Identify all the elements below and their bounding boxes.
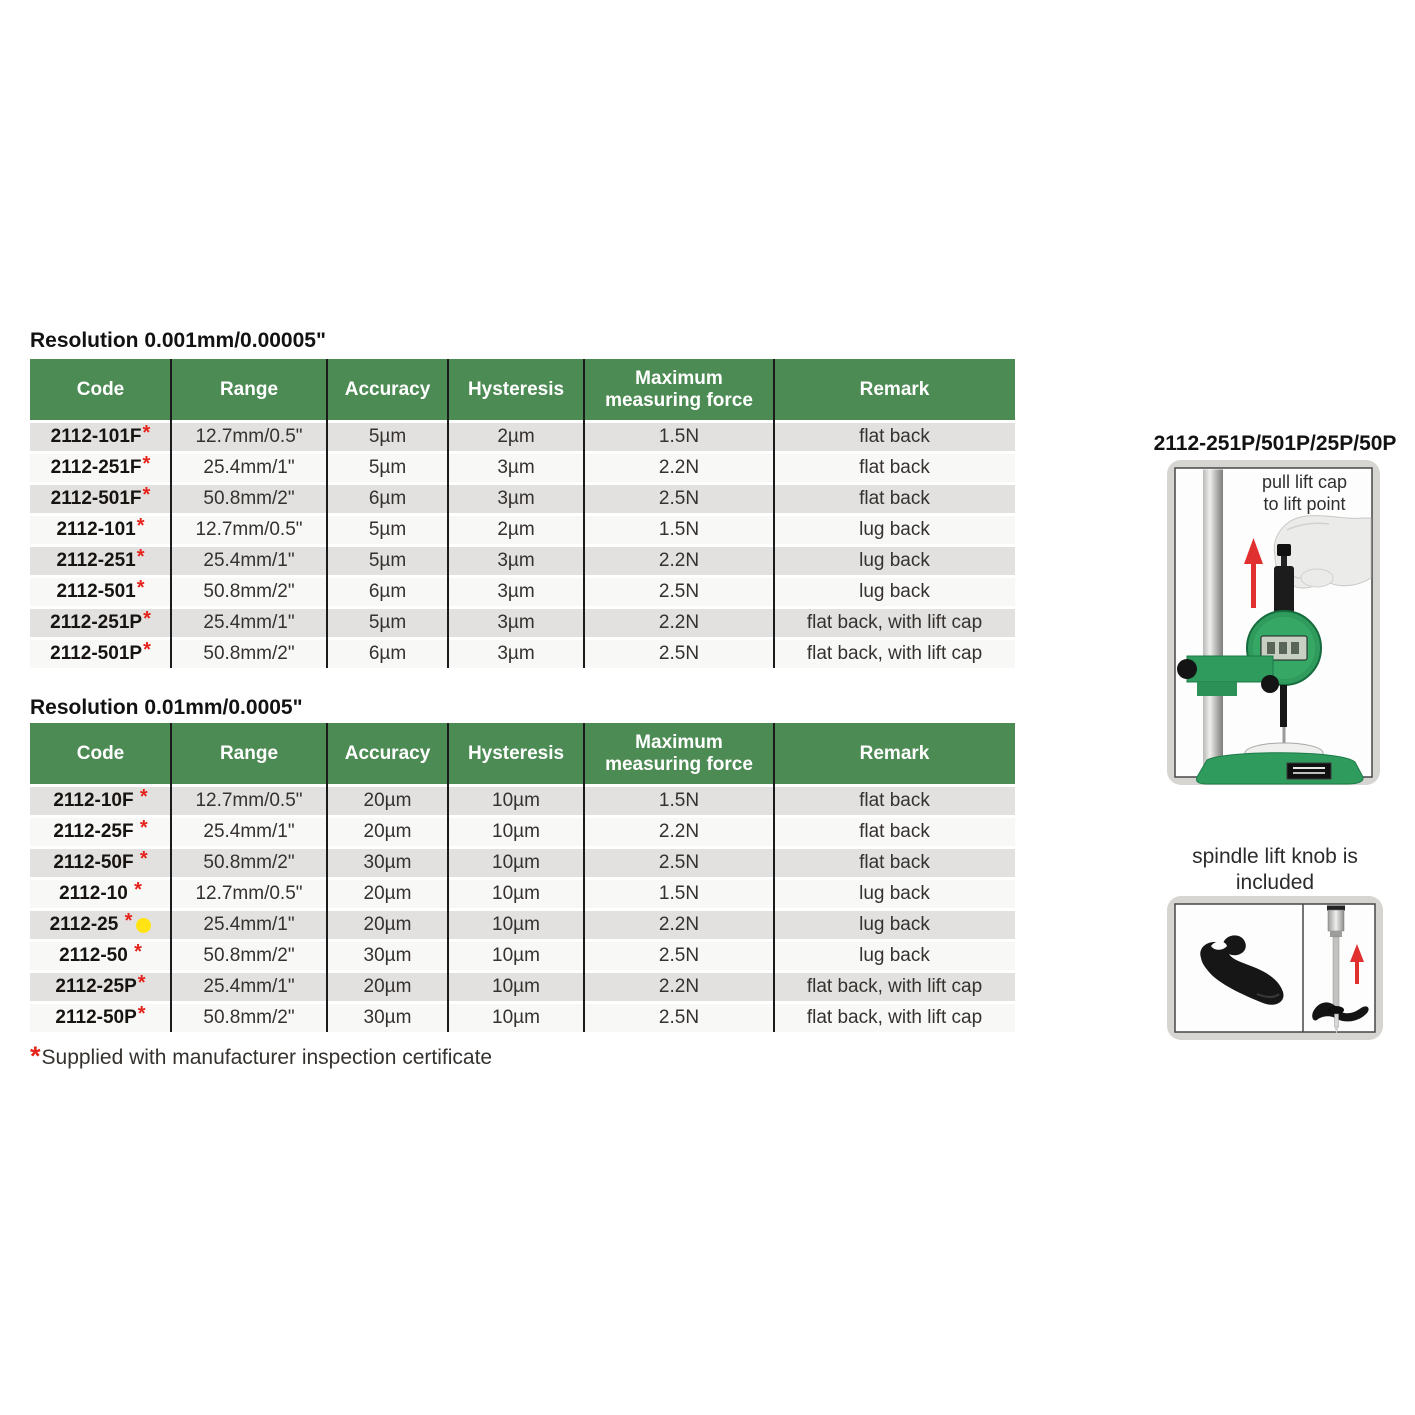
range-cell: 25.4mm/1": [203, 821, 295, 843]
header-cell: Maximum measuring force: [605, 731, 753, 775]
column-divider: [773, 359, 775, 668]
remark-cell: flat back, with lift cap: [806, 643, 983, 665]
product-code: 2112-25F: [53, 821, 139, 843]
force-cell: 1.5N: [658, 519, 700, 541]
column-divider: [447, 359, 449, 668]
column-divider: [326, 359, 328, 668]
table-row: [30, 911, 1015, 939]
product-code: 2112-501F: [50, 488, 142, 510]
force-cell: 2.5N: [658, 643, 700, 665]
accuracy-cell: 5µm: [368, 612, 407, 634]
force-cell: 2.2N: [658, 550, 700, 572]
asterisk-icon: *: [136, 516, 145, 537]
remark-cell: lug back: [859, 945, 930, 967]
asterisk-icon: *: [139, 849, 148, 870]
asterisk-icon: *: [136, 578, 145, 599]
column-divider: [773, 723, 775, 1032]
code-cell: [30, 640, 171, 668]
table-row: [30, 516, 1015, 544]
hysteresis-cell: 3µm: [497, 550, 535, 572]
accuracy-cell: 30µm: [363, 1007, 412, 1029]
force-cell: 1.5N: [658, 883, 700, 905]
table2-title: Resolution 0.01mm/0.0005": [30, 696, 303, 719]
table-row: [30, 454, 1015, 482]
asterisk-icon: *: [142, 485, 151, 506]
force-cell: 1.5N: [658, 426, 700, 448]
range-cell: 50.8mm/2": [203, 1007, 295, 1029]
table-row: [30, 973, 1015, 1001]
table-row: [30, 942, 1015, 970]
accuracy-cell: 20µm: [363, 790, 412, 812]
product-code: 2112-50P: [55, 1007, 137, 1029]
lift-cap-photo-frame: [1167, 460, 1380, 785]
force-cell: 2.5N: [658, 488, 700, 510]
hysteresis-cell: 3µm: [497, 643, 535, 665]
range-cell: 25.4mm/1": [203, 914, 295, 936]
remark-cell: lug back: [859, 550, 930, 572]
code-cell: [30, 818, 171, 846]
header-cell: Remark: [859, 742, 930, 764]
hysteresis-cell: 10µm: [492, 976, 540, 998]
table-header-row: [30, 723, 1015, 784]
table-row: [30, 547, 1015, 575]
product-code: 2112-25: [49, 914, 124, 936]
hysteresis-cell: 3µm: [497, 612, 535, 634]
asterisk-icon: *: [30, 1041, 41, 1071]
asterisk-icon: *: [139, 818, 148, 839]
force-cell: 1.5N: [658, 790, 700, 812]
table-row: [30, 640, 1015, 668]
yellow-dot-icon: [136, 918, 151, 933]
hysteresis-cell: 10µm: [492, 883, 540, 905]
stand-base: [1196, 753, 1363, 784]
range-cell: 50.8mm/2": [203, 643, 295, 665]
remark-cell: flat back: [859, 852, 930, 874]
force-cell: 2.2N: [658, 976, 700, 998]
accuracy-cell: 6µm: [368, 643, 407, 665]
accuracy-cell: 6µm: [368, 581, 407, 603]
pull-lift-cap-caption: pull lift cap to lift point: [1261, 472, 1348, 514]
table-row: [30, 578, 1015, 606]
code-cell: [30, 516, 171, 544]
product-code: 2112-50: [59, 945, 134, 967]
hysteresis-cell: 10µm: [492, 945, 540, 967]
column-divider: [326, 723, 328, 1032]
spec-table-resolution-01: [30, 723, 1015, 1032]
range-cell: 25.4mm/1": [203, 550, 295, 572]
spec-table-resolution-001: [30, 359, 1015, 668]
hysteresis-cell: 10µm: [492, 852, 540, 874]
hysteresis-cell: 3µm: [497, 488, 535, 510]
accuracy-cell: 6µm: [368, 488, 407, 510]
table-row: [30, 818, 1015, 846]
code-cell: [30, 787, 171, 815]
stand-column: [1203, 470, 1223, 766]
force-cell: 2.5N: [658, 1007, 700, 1029]
product-code: 2112-101: [56, 519, 136, 541]
header-cell: Maximum measuring force: [605, 367, 753, 411]
header-cell: Code: [76, 378, 125, 400]
product-code: 2112-501P: [50, 643, 143, 665]
asterisk-icon: *: [134, 942, 142, 963]
hysteresis-cell: 10µm: [492, 821, 540, 843]
table-row: [30, 787, 1015, 815]
asterisk-icon: *: [143, 640, 151, 661]
header-cell: Code: [76, 742, 125, 764]
force-cell: 2.5N: [658, 852, 700, 874]
up-arrow-icon: [1251, 560, 1256, 608]
remark-cell: flat back, with lift cap: [806, 1007, 983, 1029]
footnote: [30, 1041, 493, 1073]
code-cell: [30, 911, 171, 939]
asterisk-icon: *: [142, 423, 151, 444]
range-cell: 50.8mm/2": [203, 945, 295, 967]
header-cell: Remark: [859, 378, 930, 400]
table-row: [30, 849, 1015, 877]
product-code: 2112-501: [56, 581, 136, 603]
range-cell: 50.8mm/2": [203, 581, 295, 603]
table-row: [30, 423, 1015, 451]
code-cell: [30, 942, 171, 970]
range-cell: 12.7mm/0.5": [195, 426, 303, 448]
code-cell: [30, 578, 171, 606]
code-cell: [30, 547, 171, 575]
asterisk-icon: *: [139, 787, 148, 808]
hysteresis-cell: 10µm: [492, 790, 540, 812]
code-cell: [30, 849, 171, 877]
table-row: [30, 609, 1015, 637]
hysteresis-cell: 2µm: [497, 426, 535, 448]
range-cell: 12.7mm/0.5": [195, 790, 303, 812]
force-cell: 2.2N: [658, 457, 700, 479]
code-cell: [30, 485, 171, 513]
column-divider: [583, 723, 585, 1032]
accuracy-cell: 30µm: [363, 852, 412, 874]
accuracy-cell: 20µm: [363, 976, 412, 998]
remark-cell: flat back: [859, 821, 930, 843]
remark-cell: flat back, with lift cap: [806, 976, 983, 998]
table-row: [30, 1004, 1015, 1032]
asterisk-icon: *: [136, 547, 145, 568]
column-divider: [170, 723, 172, 1032]
remark-cell: flat back: [859, 426, 930, 448]
force-cell: 2.5N: [658, 945, 700, 967]
range-cell: 50.8mm/2": [203, 852, 295, 874]
product-code: 2112-25P: [55, 976, 137, 998]
asterisk-icon: *: [137, 1004, 146, 1025]
code-cell: [30, 454, 171, 482]
accuracy-cell: 5µm: [368, 457, 407, 479]
accuracy-cell: 20µm: [363, 883, 412, 905]
table-header-row: [30, 359, 1015, 420]
product-code: 2112-101F: [50, 426, 142, 448]
asterisk-icon: *: [134, 880, 142, 901]
accuracy-cell: 20µm: [363, 821, 412, 843]
code-cell: [30, 609, 171, 637]
code-cell: [30, 423, 171, 451]
spindle-knob-photo-frame: [1167, 896, 1383, 1040]
accuracy-cell: 30µm: [363, 945, 412, 967]
header-cell: Range: [219, 742, 279, 764]
remark-cell: lug back: [859, 581, 930, 603]
force-cell: 2.2N: [658, 612, 700, 634]
product-code: 2112-50F: [53, 852, 139, 874]
header-cell: Accuracy: [344, 378, 431, 400]
header-cell: Range: [219, 378, 279, 400]
header-cell: Hysteresis: [467, 378, 565, 400]
spindle-lift-knob-caption: spindle lift knob is included: [1192, 845, 1358, 895]
header-cell: Accuracy: [344, 742, 431, 764]
hysteresis-cell: 10µm: [492, 1007, 540, 1029]
product-code: 2112-251: [56, 550, 136, 572]
range-cell: 25.4mm/1": [203, 976, 295, 998]
footnote-text: Supplied with manufacturer inspection certificate: [41, 1046, 493, 1069]
remark-cell: flat back: [859, 790, 930, 812]
accuracy-cell: 5µm: [368, 519, 407, 541]
code-cell: [30, 1004, 171, 1032]
product-code: 2112-10: [59, 883, 134, 905]
accuracy-cell: 5µm: [368, 550, 407, 572]
column-divider: [447, 723, 449, 1032]
table-row: [30, 485, 1015, 513]
force-cell: 2.2N: [658, 821, 700, 843]
column-divider: [583, 359, 585, 668]
range-cell: 12.7mm/0.5": [195, 519, 303, 541]
asterisk-icon: *: [124, 911, 133, 932]
photo-inner: [1175, 904, 1375, 1032]
asterisk-icon: *: [137, 973, 146, 994]
table-row: [30, 880, 1015, 908]
code-cell: [30, 973, 171, 1001]
hysteresis-cell: 10µm: [492, 914, 540, 936]
header-cell: Hysteresis: [467, 742, 565, 764]
remark-cell: flat back: [859, 457, 930, 479]
accuracy-cell: 5µm: [368, 426, 407, 448]
spindle-knob-illustration: [1167, 896, 1383, 1040]
remark-cell: flat back, with lift cap: [806, 612, 983, 634]
range-cell: 50.8mm/2": [203, 488, 295, 510]
hysteresis-cell: 3µm: [497, 581, 535, 603]
range-cell: 25.4mm/1": [203, 612, 295, 634]
remark-cell: lug back: [859, 883, 930, 905]
range-cell: 25.4mm/1": [203, 457, 295, 479]
table1-title: Resolution 0.001mm/0.00005": [30, 329, 326, 352]
remark-cell: flat back: [859, 488, 930, 510]
range-cell: 12.7mm/0.5": [195, 883, 303, 905]
accuracy-cell: 20µm: [363, 914, 412, 936]
hysteresis-cell: 2µm: [497, 519, 535, 541]
column-divider: [170, 359, 172, 668]
side-product-codes-title: 2112-251P/501P/25P/50P: [1153, 432, 1397, 455]
product-code: 2112-251F: [50, 457, 142, 479]
remark-cell: lug back: [859, 914, 930, 936]
force-cell: 2.2N: [658, 914, 700, 936]
product-code: 2112-10F: [53, 790, 139, 812]
code-cell: [30, 880, 171, 908]
asterisk-icon: *: [142, 454, 151, 475]
asterisk-icon: *: [143, 609, 151, 630]
remark-cell: lug back: [859, 519, 930, 541]
product-code: 2112-251P: [50, 612, 143, 634]
force-cell: 2.5N: [658, 581, 700, 603]
hysteresis-cell: 3µm: [497, 457, 535, 479]
